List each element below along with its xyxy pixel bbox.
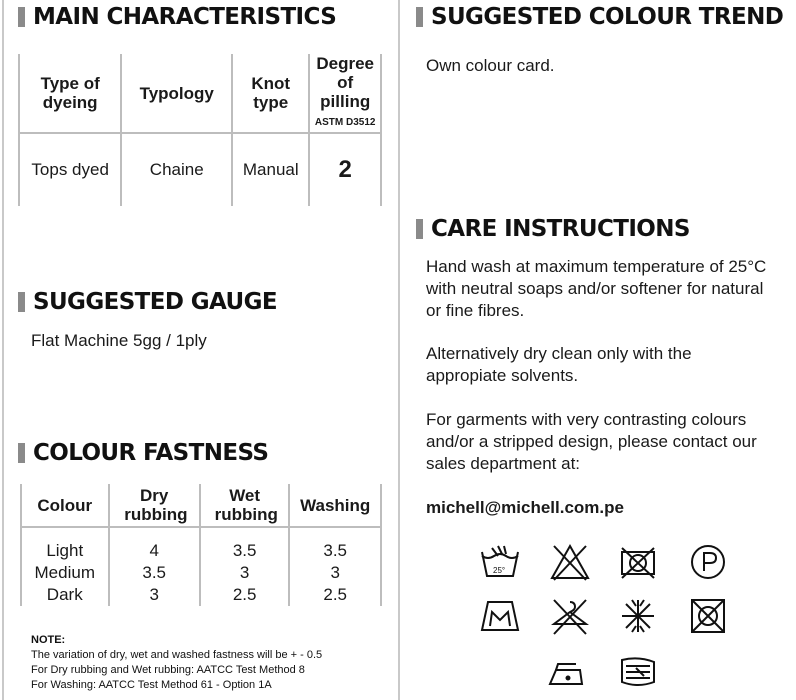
astm-label: ASTM D3512 bbox=[314, 117, 376, 128]
care-paragraph-2: Alternatively dry clean only with the appropiate solvents. bbox=[426, 344, 692, 385]
cell-washing: 3.5 3 2.5 bbox=[289, 527, 381, 606]
pilling-label: Degree of pilling bbox=[316, 54, 375, 111]
header-washing: Washing bbox=[289, 484, 381, 527]
do-not-bleach-icon bbox=[548, 542, 592, 582]
title-bar bbox=[18, 443, 25, 463]
do-not-wring-icon bbox=[616, 596, 660, 636]
do-not-tumble-dry-icon bbox=[616, 542, 660, 582]
table-header-row bbox=[21, 484, 381, 527]
title-text: MAIN CHARACTERISTICS bbox=[33, 4, 337, 30]
title-text: SUGGESTED GAUGE bbox=[33, 289, 278, 315]
table-header-row bbox=[19, 54, 381, 133]
header-wet-rubbing: Wet rubbing bbox=[200, 484, 289, 527]
note-line: For Dry rubbing and Wet rubbing: AATCC Test Method 8 bbox=[31, 664, 305, 676]
suggested-gauge-title bbox=[18, 289, 277, 315]
colour-trend-text: Own colour card. bbox=[426, 56, 555, 75]
dry-flat-icon bbox=[478, 596, 522, 636]
title-text: COLOUR FASTNESS bbox=[33, 440, 269, 466]
note-heading: NOTE: bbox=[31, 634, 66, 646]
main-characteristics-table bbox=[18, 54, 382, 206]
contact-email[interactable]: michell@michell.com.pe bbox=[426, 498, 624, 517]
note-line: The variation of dry, wet and washed fastness will be + - 0.5 bbox=[31, 649, 323, 661]
note-line: For Washing: AATCC Test Method 61 - Option 1A bbox=[31, 679, 272, 691]
cell-typology: Chaine bbox=[121, 133, 232, 206]
note-block bbox=[31, 633, 322, 693]
suggested-colour-trend-title bbox=[416, 4, 783, 30]
care-instructions-title bbox=[416, 216, 690, 242]
center-divider bbox=[398, 0, 400, 700]
do-not-hang-dry-icon bbox=[548, 596, 592, 636]
cell-colour: Light Medium Dark bbox=[21, 527, 109, 606]
title-text: SUGGESTED COLOUR TREND bbox=[431, 4, 784, 30]
wash-temp-label: 25° bbox=[493, 566, 506, 575]
do-not-wring-drip-icon bbox=[616, 652, 660, 692]
title-text: CARE INSTRUCTIONS bbox=[431, 216, 690, 242]
dry-clean-p-icon bbox=[686, 542, 730, 582]
header-degree-of-pilling bbox=[309, 54, 381, 133]
table-row bbox=[21, 527, 381, 606]
cell-type-of-dyeing: Tops dyed bbox=[19, 133, 121, 206]
title-bar bbox=[416, 7, 423, 27]
header-type-of-dyeing: Type of dyeing bbox=[19, 54, 121, 133]
header-typology: Typology bbox=[121, 54, 232, 133]
iron-low-icon bbox=[546, 652, 590, 692]
colour-fastness-table bbox=[20, 484, 382, 606]
table-row bbox=[19, 133, 381, 206]
do-not-dry-icon bbox=[686, 596, 730, 636]
header-dry-rubbing: Dry rubbing bbox=[109, 484, 200, 527]
cell-wet-rubbing: 3.5 3 2.5 bbox=[200, 527, 289, 606]
care-paragraph-3: For garments with very contrasting colours and/or a stripped design, please contact our sales department at: bbox=[426, 410, 757, 473]
hand-wash-icon bbox=[478, 542, 522, 582]
header-colour: Colour bbox=[21, 484, 109, 527]
care-paragraph-1: Hand wash at maximum temperature of 25°C with neutral soaps and/or softener for natural or fine fibres. bbox=[426, 257, 767, 320]
colour-fastness-title bbox=[18, 440, 268, 466]
left-divider bbox=[2, 0, 4, 700]
cell-dry-rubbing: 4 3.5 3 bbox=[109, 527, 200, 606]
cell-degree-of-pilling: 2 bbox=[309, 133, 381, 206]
main-characteristics-title bbox=[18, 4, 336, 30]
title-bar bbox=[18, 292, 25, 312]
gauge-text: Flat Machine 5gg / 1ply bbox=[31, 331, 207, 350]
title-bar bbox=[416, 219, 423, 239]
header-knot-type: Knot type bbox=[232, 54, 309, 133]
cell-knot-type: Manual bbox=[232, 133, 309, 206]
title-bar bbox=[18, 7, 25, 27]
